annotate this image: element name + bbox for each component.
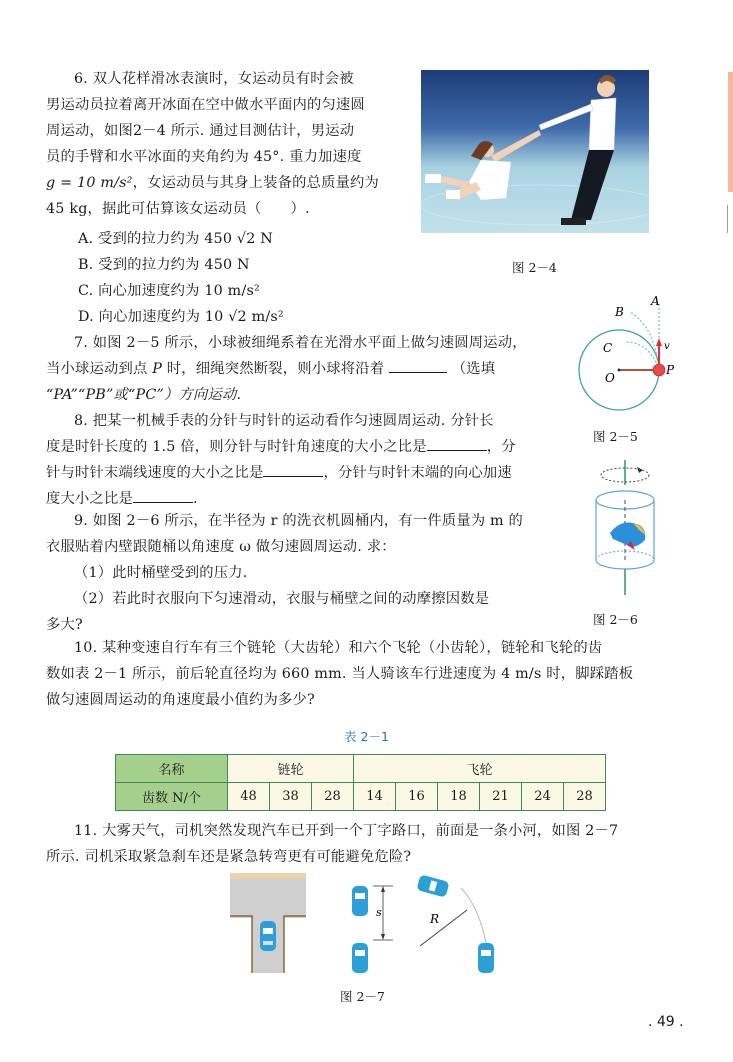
car-icon: [416, 874, 449, 897]
q8-line-3: 针与时针末端线速度的大小之比是 ，分针与时针末端的向心加速: [46, 460, 512, 486]
q10-line-1: 10. 某种变速自行车有三个链轮（大齿轮）和六个飞轮（小齿轮），链轮和飞轮的齿: [74, 640, 603, 656]
table-title: 表 2－1: [344, 729, 389, 744]
gear-teeth-table: [115, 754, 606, 811]
table-cell: 28: [312, 783, 354, 811]
q7-line-1: 7. 如图 2－5 所示，小球被细绳系着在光滑水平面上做匀速圆周运动，: [74, 335, 527, 351]
q8-answer-blank-3[interactable]: [133, 487, 193, 503]
q11-line-1: 11. 大雾天气，司机突然发现汽车已开到一个丁字路口，前面是一条小河，如图 2－7: [74, 823, 619, 839]
car-icon: [260, 921, 276, 951]
side-mark: [727, 205, 731, 233]
figure-2-5-caption: 图 2－5: [593, 429, 638, 444]
q9-sub-2: （2）若此时衣服向下匀速滑动，衣服与桶壁之间的动摩擦因数是: [74, 591, 490, 607]
car-icon: [478, 943, 494, 973]
q9-line-1: 9. 如图 2－6 所示，在半径为 r 的洗衣机圆桶内，有一件质量为 m 的: [74, 513, 524, 529]
side-tab: [728, 72, 733, 192]
q11-line-2: 所示. 司机采取紧急刹车还是紧急转弯更有可能避免危险?: [46, 849, 412, 865]
q7-answer-blank[interactable]: [389, 357, 447, 373]
q9-sub-1: （1）此时桶壁受到的压力.: [74, 565, 248, 581]
q6-option-a: A. 受到的拉力约为 450 √2 N: [78, 231, 273, 247]
q6-line-5: g = 10 m/s²，女运动员与其身上装备的总质量约为: [46, 175, 380, 191]
q6-option-b: B. 受到的拉力约为 450 N: [78, 257, 250, 273]
q7-line-3: “PA”“PB”或“PC”）方向运动.: [46, 387, 242, 403]
q7-line-2: 当小球运动到点 P 时，细绳突然断裂，则小球将沿着 （选填: [46, 356, 495, 382]
table-cell: 21: [480, 783, 522, 811]
table-group-flywheel: 飞轮: [354, 755, 606, 783]
q8-line-2: 度是时针长度的 1.5 倍，则分针与时针角速度的大小之比是 ，分: [46, 434, 516, 460]
table-cell: 48: [228, 783, 270, 811]
q6-line-4: 员的手臂和水平冰面的夹角约为 45°. 重力加速度: [46, 149, 362, 165]
q6-option-c: C. 向心加速度约为 10 m/s²: [78, 283, 260, 299]
page-number: . 49 .: [648, 1014, 684, 1030]
g-value: g = 10 m/s²: [46, 175, 133, 191]
figure-2-6-washer-drum: [585, 455, 665, 605]
q9-sub-2b: 多大?: [46, 617, 83, 633]
figure-2-6-caption: 图 2－6: [593, 612, 638, 627]
table-cell: 18: [438, 783, 480, 811]
q10-line-2: 数如表 2－1 所示，前后轮直径均为 660 mm. 当人骑该车行进速度为 4 m/s 时，脚踩踏板: [46, 666, 634, 682]
table-cell: 24: [522, 783, 564, 811]
q6-line-3: 周运动，如图2－4 所示. 通过目测估计，男运动: [46, 123, 355, 139]
svg-text:v: v: [664, 341, 670, 352]
q6-option-d: D. 向心加速度约为 10 √2 m/s²: [78, 309, 284, 325]
q8-answer-blank-2[interactable]: [263, 461, 323, 477]
figure-2-5-circle-diagram: [565, 292, 675, 417]
table-row-teeth: [116, 783, 606, 811]
q6-line-6: 45 kg，据此可估算该女运动员（ ）.: [46, 201, 310, 217]
table-cell: 16: [396, 783, 438, 811]
figure-2-4-skating-image: [421, 70, 649, 233]
q8-line-4: 度大小之比是 .: [46, 486, 198, 512]
svg-text:s: s: [376, 906, 382, 919]
q9-line-2: 衣服贴着内壁跟随桶以角速度 ω 做匀速圆周运动. 求：: [46, 539, 396, 555]
table-cell: 38: [270, 783, 312, 811]
figure-2-7-caption: 图 2－7: [340, 989, 385, 1004]
svg-text:A: A: [651, 294, 660, 308]
q8-line-1: 8. 把某一机械手表的分针与时针的运动看作匀速圆周运动. 分针长: [74, 413, 494, 429]
svg-text:B: B: [615, 305, 624, 319]
table-header-name: 名称: [116, 755, 228, 783]
table-header-teeth: 齿数 N/个: [116, 783, 228, 811]
q8-answer-blank-1[interactable]: [427, 435, 487, 451]
table-cell: 14: [354, 783, 396, 811]
svg-text:O: O: [605, 371, 615, 385]
car-icon: [352, 943, 368, 973]
figure-2-7-road-diagram: [225, 868, 515, 978]
svg-text:P: P: [666, 363, 675, 377]
table-row-names: [116, 755, 606, 783]
q10-line-3: 做匀速圆周运动的角速度最小值约为多少?: [46, 692, 315, 708]
car-icon: [352, 886, 368, 916]
svg-text:R: R: [430, 912, 440, 926]
table-cell: 28: [564, 783, 606, 811]
skaters-illustration: [421, 70, 649, 233]
q6-line-2: 男运动员拉着离开冰面在空中做水平面内的匀速圆: [46, 97, 365, 113]
figure-2-4-caption: 图 2－4: [512, 260, 557, 275]
svg-text:C: C: [603, 341, 613, 355]
q6-line-1: 6. 双人花样滑冰表演时，女运动员有时会被: [74, 71, 354, 87]
table-group-chainring: 链轮: [228, 755, 354, 783]
